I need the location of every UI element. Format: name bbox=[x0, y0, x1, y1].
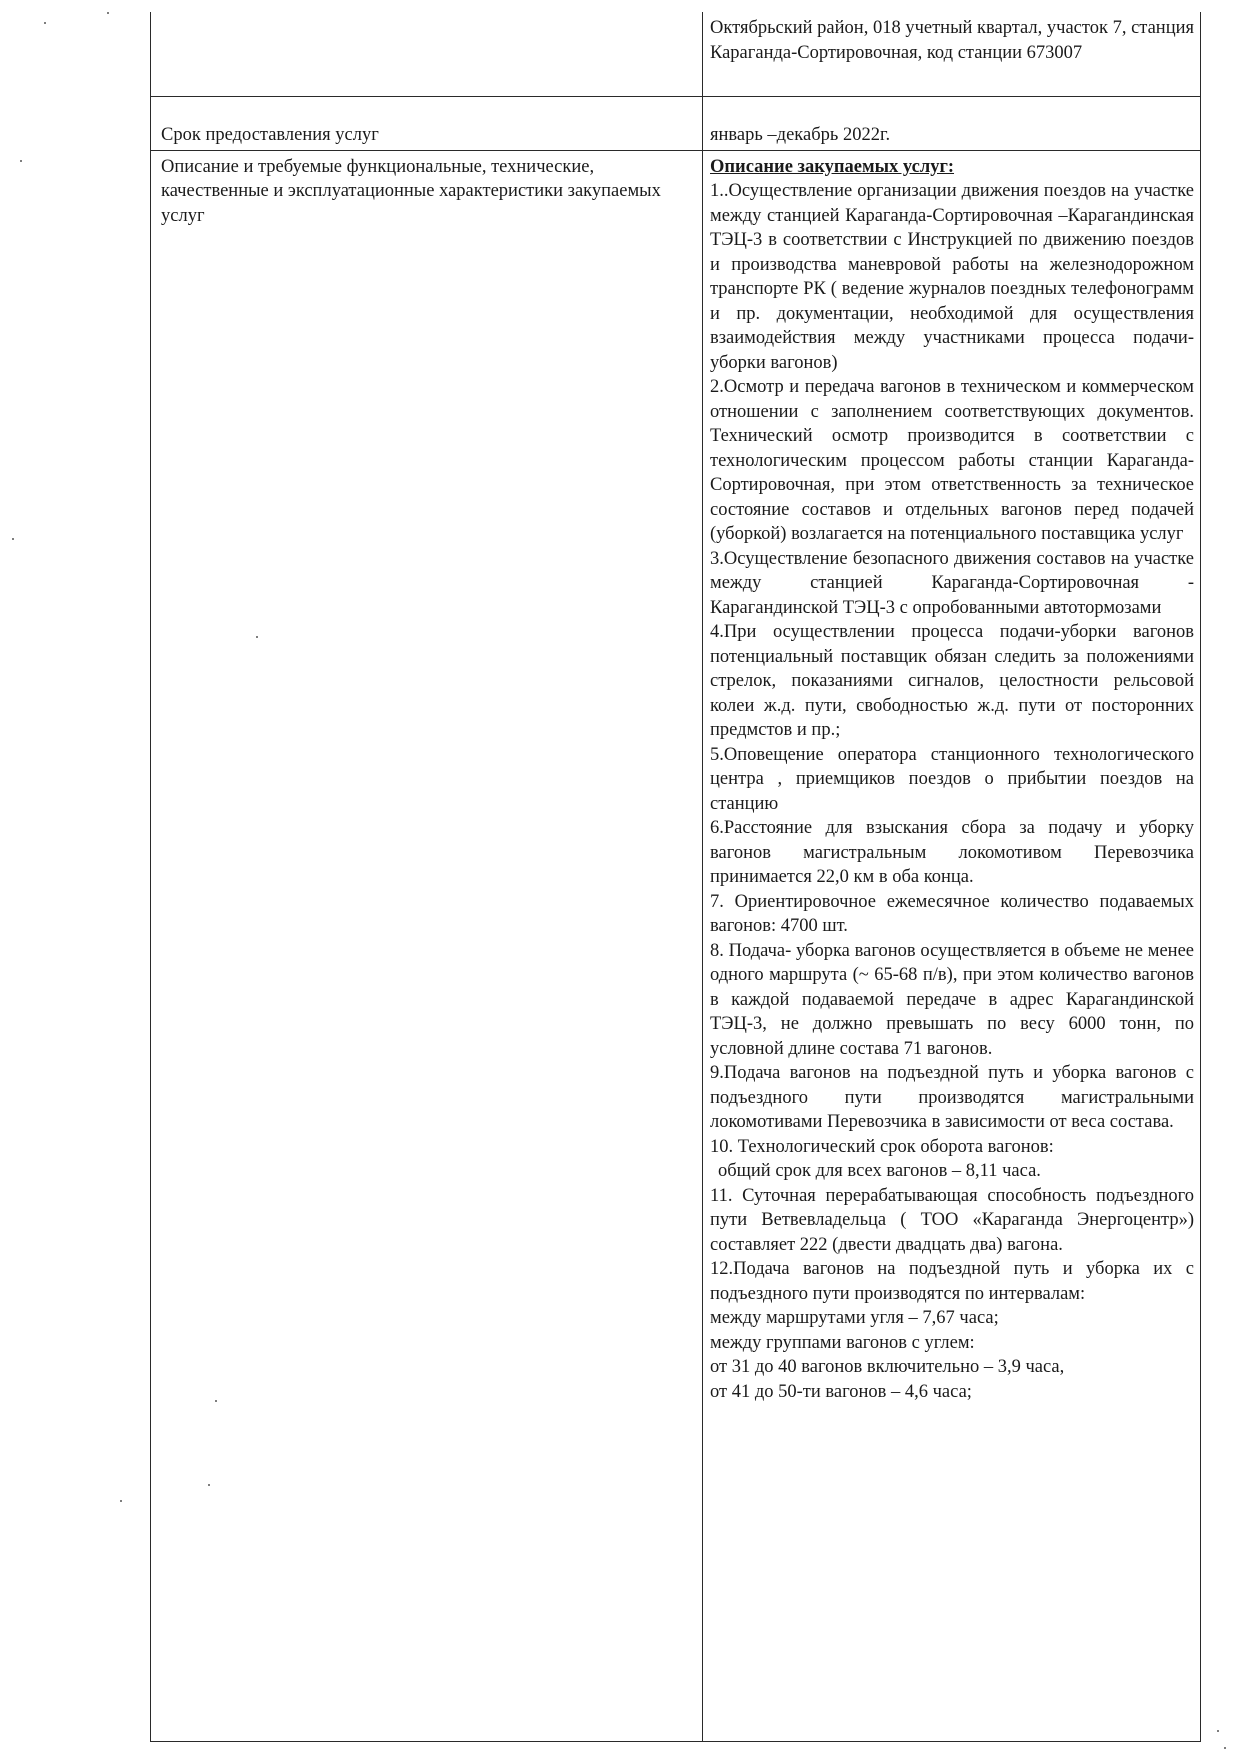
interval-line-3: от 31 до 40 вагонов включительно – 3,9 часа, bbox=[710, 1357, 1065, 1377]
interval-line-1: между маршрутами угля – 7,67 часа; bbox=[710, 1308, 999, 1328]
service-item-11: 11. Суточная перерабатывающая способность подъездного пути Ветвевладельца ( ТОО «Караганда Энергоцентр») составляет 222 (двести двадцать два) вагона. bbox=[710, 1185, 1194, 1255]
scan-speck bbox=[107, 12, 109, 14]
service-item-5: 5.Оповещение оператора станционного технологического центра , приемщиков поездов о прибытии поездов на станцию bbox=[710, 744, 1194, 814]
service-item-7: 7. Ориентировочное ежемесячное количество подаваемых вагонов: 4700 шт. bbox=[710, 891, 1194, 936]
service-item-10-title: 10. Технологический срок оборота вагонов: bbox=[710, 1136, 1054, 1157]
description-label-cell bbox=[151, 150, 703, 1742]
service-period-label-cell bbox=[151, 97, 703, 151]
service-item-3: 3.Осуществление безопасного движения составов на участке между станцией Караганда-Сортировочная - Карагандинской ТЭЦ-3 с опробованными автотормозами bbox=[710, 548, 1194, 618]
description-label: Описание и требуемые функциональные, технические, качественные и эксплуатационные характеристики закупаемых услуг bbox=[161, 156, 661, 226]
service-period-label: Срок предоставления услуг bbox=[161, 125, 379, 145]
address-row bbox=[151, 12, 1201, 97]
description-body bbox=[703, 151, 1200, 1407]
specification-table bbox=[150, 12, 1201, 1742]
scan-speck bbox=[120, 1500, 122, 1502]
scan-speck bbox=[1224, 1747, 1226, 1749]
address-label bbox=[151, 12, 702, 18]
scan-speck bbox=[1217, 1730, 1219, 1732]
address-value: Октябрьский район, 018 учетный квартал, участок 7, станция Караганда-Сортировочная, код станции 673007 bbox=[710, 18, 1195, 63]
service-item-9: 9.Подача вагонов на подъездной путь и уборка вагонов с подъездного пути производятся магистральными локомотивами Перевозчика в зависимости от веса состава. bbox=[710, 1063, 1194, 1132]
description-heading: Описание закупаемых услуг: bbox=[710, 156, 955, 177]
interval-line-2: между группами вагонов с углем: bbox=[710, 1332, 975, 1353]
service-item-6: 6.Расстояние для взыскания сбора за подачу и уборку вагонов магистральным локомотивом Перевозчика принимается 22,0 км в оба конца. bbox=[710, 818, 1194, 887]
scan-speck bbox=[12, 538, 14, 540]
description-value-cell bbox=[703, 150, 1201, 1742]
service-period-row bbox=[151, 97, 1201, 151]
interval-line-4: от 41 до 50-ти вагонов – 4,6 часа; bbox=[710, 1381, 972, 1402]
service-item-4: 4.При осуществлении процесса подачи-уборки вагонов потенциальный поставщик обязан следить за положениями стрелок, показаниями сигналов, целостности рельсовой колеи ж.д. пути, свободностью ж.д. пути от посторонних предмстов и пр.; bbox=[710, 622, 1194, 740]
service-item-1: 1..Осуществление организации движения поездов на участке между станцией Караганда-Сортировочная –Карагандинская ТЭЦ-3 в соответствии с Инструкцией по движению поездов и производства маневровой работы на железнодорожном транспорте РК ( ведение журналов поездных телефонограмм и пр. документации, необходимой для осуществления взаимодействия между участниками процесса подачи-уборки вагонов) bbox=[710, 181, 1194, 373]
address-label-cell bbox=[151, 12, 703, 97]
scan-speck bbox=[44, 22, 46, 24]
scan-speck bbox=[20, 160, 22, 162]
service-item-10-line: общий срок для всех вагонов – 8,11 часа. bbox=[718, 1161, 1041, 1181]
service-period-value: январь –декабрь 2022г. bbox=[710, 125, 891, 145]
address-value-cell bbox=[703, 12, 1201, 97]
description-row bbox=[151, 150, 1201, 1742]
service-period-value-cell bbox=[703, 97, 1201, 151]
service-item-12-title: 12.Подача вагонов на подъездной путь и уборка их с подъездного пути производятся по интервалам: bbox=[710, 1259, 1194, 1304]
service-item-8: 8. Подача- уборка вагонов осуществляется в объеме не менее одного маршрута (~ 65-68 п/в), при этом количество вагонов в каждой подаваемой передаче в адрес Карагандинской ТЭЦ-3, не должно превышать по весу 6000 тонн, по условной длине состава 71 вагонов. bbox=[710, 940, 1194, 1059]
service-item-2: 2.Осмотр и передача вагонов в техническом и коммерческом отношении с заполнением соответствующих документов. Технический осмотр производится в соответствии с технологическим процессом работы станции Караганда-Сортировочная, при этом ответственность за техническое состояние составов и отдельных вагонов перед подачей (уборкой) возлагается на потенциального поставщика услуг bbox=[710, 377, 1194, 544]
